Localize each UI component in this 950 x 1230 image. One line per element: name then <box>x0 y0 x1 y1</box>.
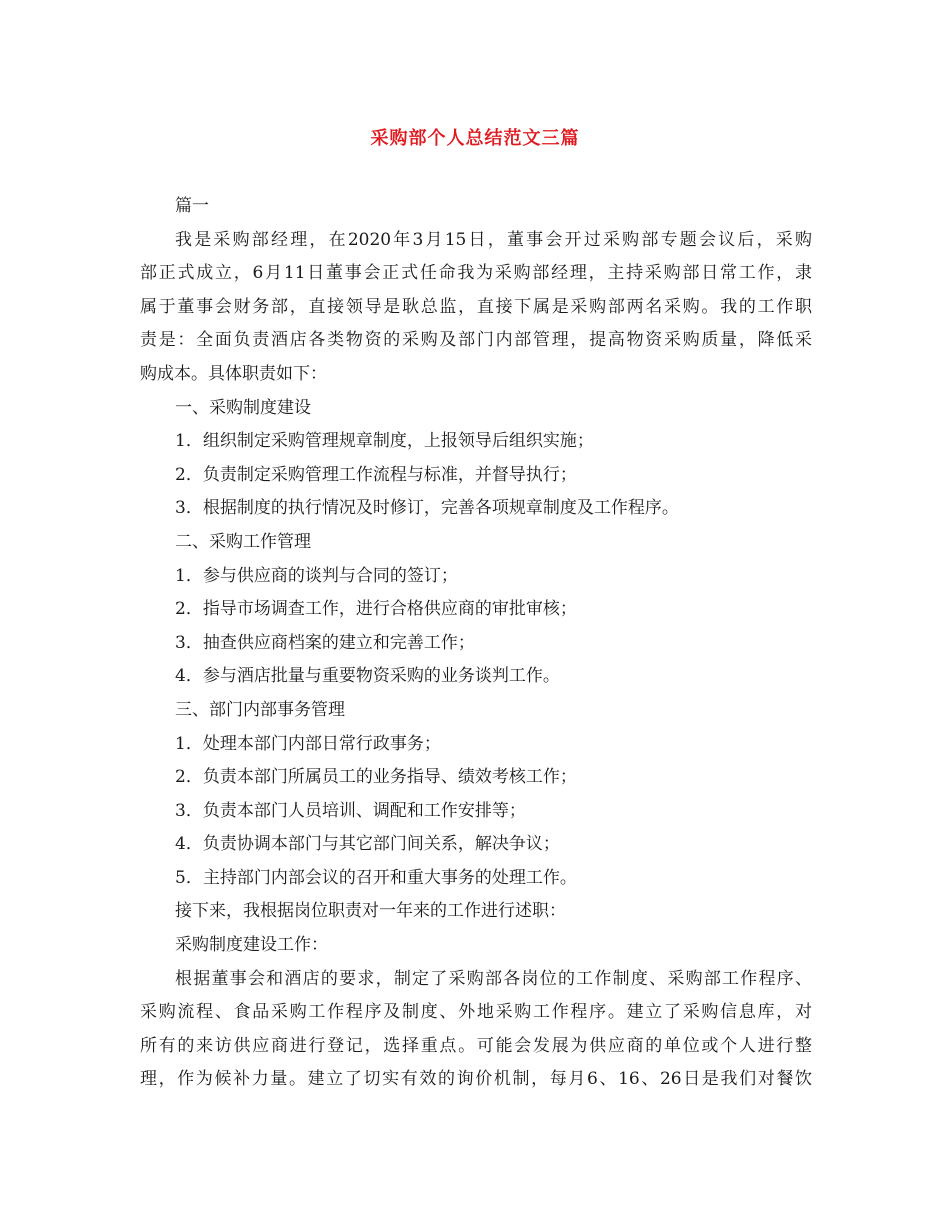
document-body <box>140 190 812 1097</box>
paragraph-line: 所有的来访供应商进行登记，选择重点。可能会发展为供应商的单位或个人进行整 <box>140 1035 812 1056</box>
list-item: 2．负责制定采购管理工作流程与标准，并督导执行； <box>175 464 577 485</box>
section-heading: 二、采购工作管理 <box>175 531 311 552</box>
section-heading: 篇一 <box>175 196 209 216</box>
list-item: 3．负责本部门人员培训、调配和工作安排等； <box>175 800 526 821</box>
paragraph-line: 接下来，我根据岗位职责对一年来的工作进行述职： <box>175 901 566 922</box>
section-heading: 采购制度建设工作： <box>175 935 328 956</box>
paragraph-line: 属于董事会财务部，直接领导是耿总监，直接下属是采购部两名采购。我的工作职 <box>140 296 812 317</box>
paragraph-line: 我是采购部经理，在2020年3月15日，董事会开过采购部专题会议后，采购 <box>175 229 812 250</box>
section-heading: 三、部门内部事务管理 <box>175 699 345 720</box>
section-heading: 一、采购制度建设 <box>175 397 311 418</box>
list-item: 2．负责本部门所属员工的业务指导、绩效考核工作； <box>175 767 577 788</box>
list-item: 1．处理本部门内部日常行政事务； <box>175 733 441 754</box>
list-item: 5．主持部门内部会议的召开和重大事务的处理工作。 <box>175 867 577 888</box>
paragraph-line: 购成本。具体职责如下： <box>140 363 327 384</box>
document-title: 采购部个人总结范文三篇 <box>370 128 580 149</box>
paragraph-line: 根据董事会和酒店的要求，制定了采购部各岗位的工作制度、采购部工作程序、 <box>175 968 812 989</box>
list-item: 2．指导市场调查工作，进行合格供应商的审批审核； <box>175 599 577 620</box>
paragraph-line: 理，作为候补力量。建立了切实有效的询价机制，每月6、16、26日是我们对餐饮 <box>140 1069 812 1090</box>
paragraph-line: 责是：全面负责酒店各类物资的采购及部门内部管理，提高物资采购质量，降低采 <box>140 330 812 351</box>
paragraph-line: 采购流程、食品采购工作程序及制度、外地采购工作程序。建立了采购信息库，对 <box>140 1002 812 1023</box>
list-item: 1．组织制定采购管理规章制度，上报领导后组织实施； <box>175 431 594 452</box>
list-item: 4．负责协调本部门与其它部门间关系，解决争议； <box>175 834 560 855</box>
list-item: 3．抽查供应商档案的建立和完善工作； <box>175 632 475 653</box>
list-item: 3．根据制度的执行情况及时修订，完善各项规章制度及工作程序。 <box>175 498 679 519</box>
list-item: 4．参与酒店批量与重要物资采购的业务谈判工作。 <box>175 666 560 687</box>
list-item: 1．参与供应商的谈判与合同的签订； <box>175 565 458 586</box>
paragraph-line: 部正式成立，6月11日董事会正式任命我为采购部经理，主持采购部日常工作，隶 <box>140 263 812 284</box>
